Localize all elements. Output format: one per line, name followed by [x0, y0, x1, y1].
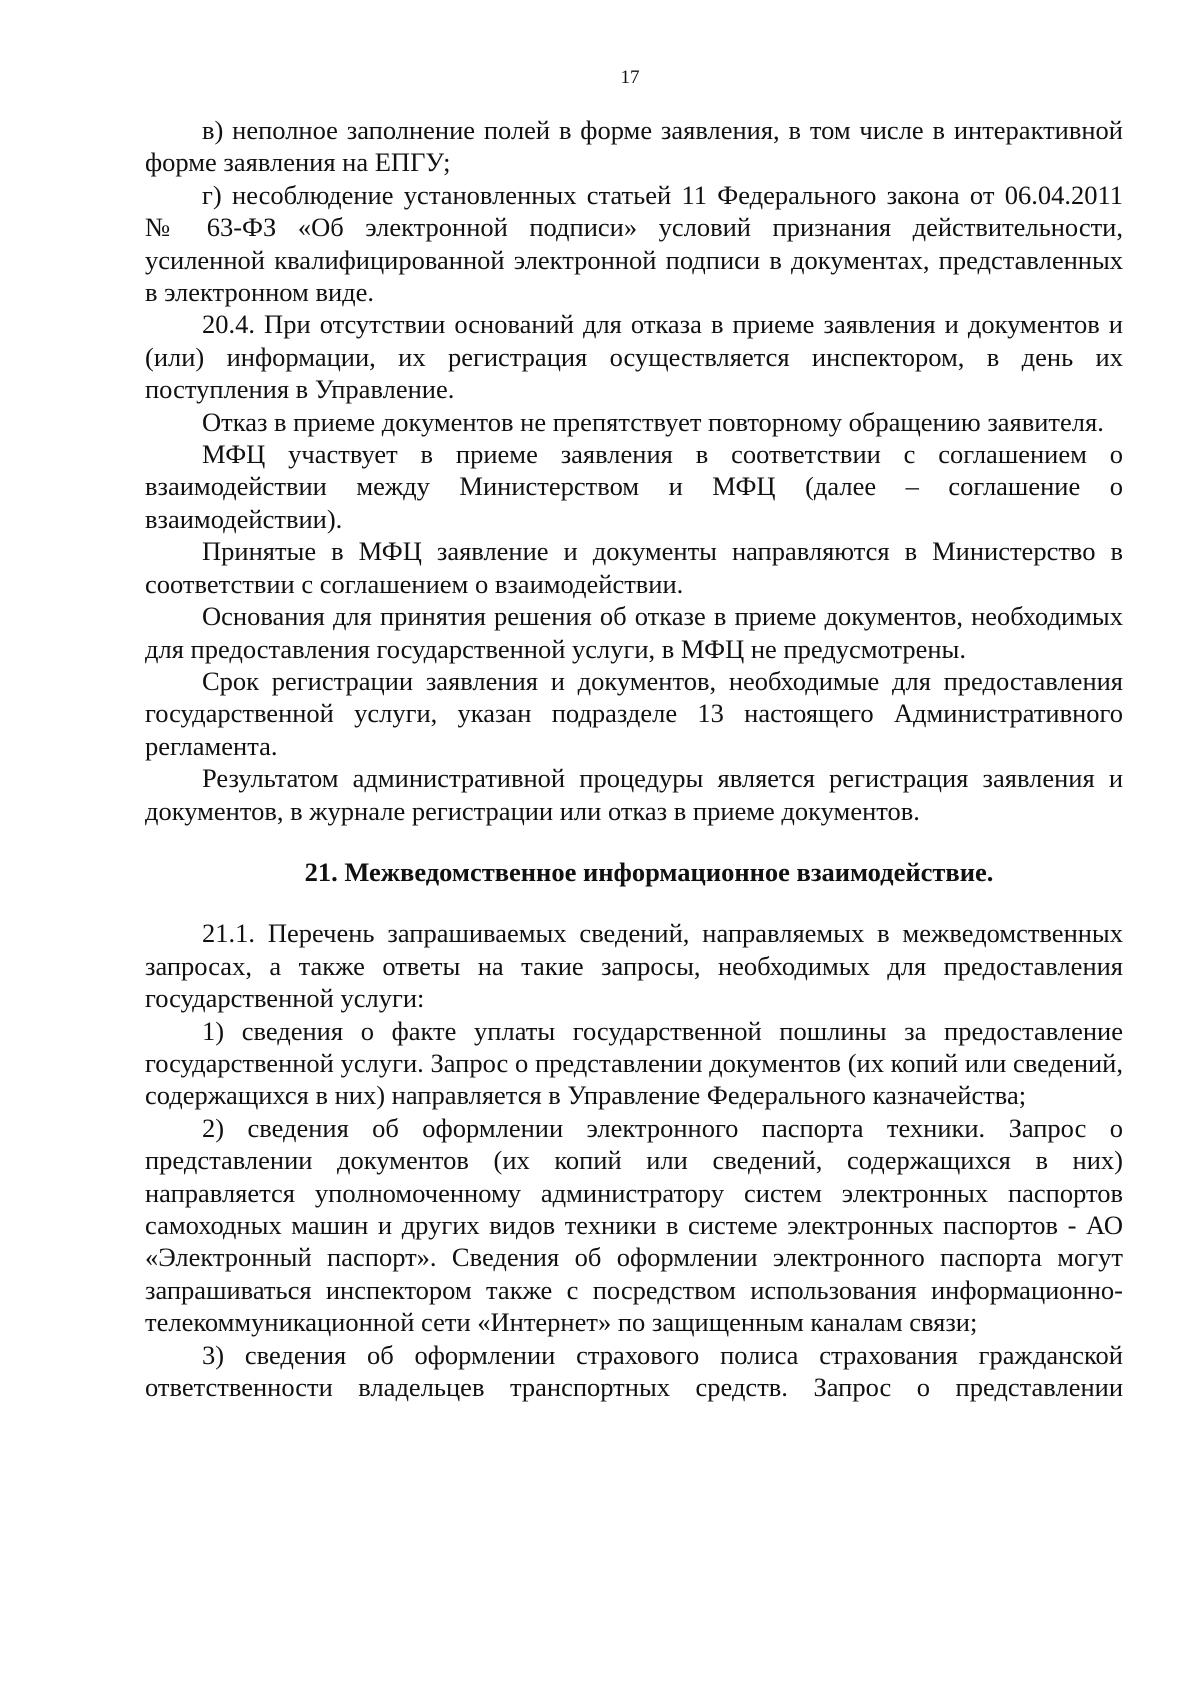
paragraph-mfc-participation: МФЦ участвует в приеме заявления в соответствии с соглашением о взаимодействии между Министерством и МФЦ (далее – соглашение о взаимодействии).	[145, 439, 1123, 534]
paragraph-item-v: в) неполное заполнение полей в форме заявления, в том числе в интерактивной форме заявления на ЕПГУ;	[145, 115, 1123, 178]
paragraph-registration-term: Срок регистрации заявления и документов, необходимые для предоставления государственной услуги, указан подразделе 13 настоящего Административного регламента.	[145, 665, 1123, 761]
list-item-3: 3) сведения об оформлении страхового полиса страхования гражданской ответственности владельцев транспортных средств. Запрос о представлении	[145, 1339, 1123, 1403]
paragraph-procedure-result: Результатом административной процедуры является регистрация заявления и документов, в журнале регистрации или отказ в приеме документов.	[145, 763, 1123, 826]
list-item-1: 1) сведения о факте уплаты государственной пошлины за предоставление государственной услуги. Запрос о представлении документов (их копий или сведений, содержащихся в них) направляется в Управление Федерального казначейства;	[145, 1015, 1123, 1111]
paragraph-21-1: 21.1. Перечень запрашиваемых сведений, направляемых в межведомственных запросах, а также ответы на такие запросы, необходимых для предоставления государственной услуги:	[145, 918, 1123, 1014]
page-number: 17	[620, 67, 640, 88]
paragraph-mfc-forwarding: Принятые в МФЦ заявление и документы направляются в Министерство в соответствии с соглашением о взаимодействии.	[145, 536, 1123, 599]
paragraph-20-4: 20.4. При отсутствии оснований для отказа в приеме заявления и документов и (или) информации, их регистрация осуществляется инспектором, в день их поступления в Управление.	[145, 309, 1123, 405]
paragraph-item-g: г) несоблюдение установленных статьей 11 Федерального закона от 06.04.2011 № 63-ФЗ «Об электронной подписи» условий признания действительности, усиленной квалифицированной электронной подписи в документах, представленных в электронном виде.	[145, 179, 1123, 308]
paragraph-mfc-grounds: Основания для принятия решения об отказе в приеме документов, необходимых для предоставления государственной услуги, в МФЦ не предусмотрены.	[145, 601, 1123, 664]
document-body	[145, 114, 1123, 1403]
section-heading: 21. Межведомственное информационное взаимодействие.	[304, 856, 994, 887]
paragraph-refusal: Отказ в приеме документов не препятствует повторному обращению заявителя.	[202, 406, 1104, 437]
list-item-2: 2) сведения об оформлении электронного паспорта техники. Запрос о представлении документов (их копий или сведений, содержащихся в них) направляется уполномоченному администратору систем электронных паспортов самоходных машин и других видов техники в системе электронных паспортов - АО «Электронный паспорт». Сведения об оформлении электронного паспорта могут запрашиваться инспектором также с посредством использования информационно-телекоммуникационной сети «Интернет» по защищенным каналам связи;	[145, 1112, 1123, 1338]
